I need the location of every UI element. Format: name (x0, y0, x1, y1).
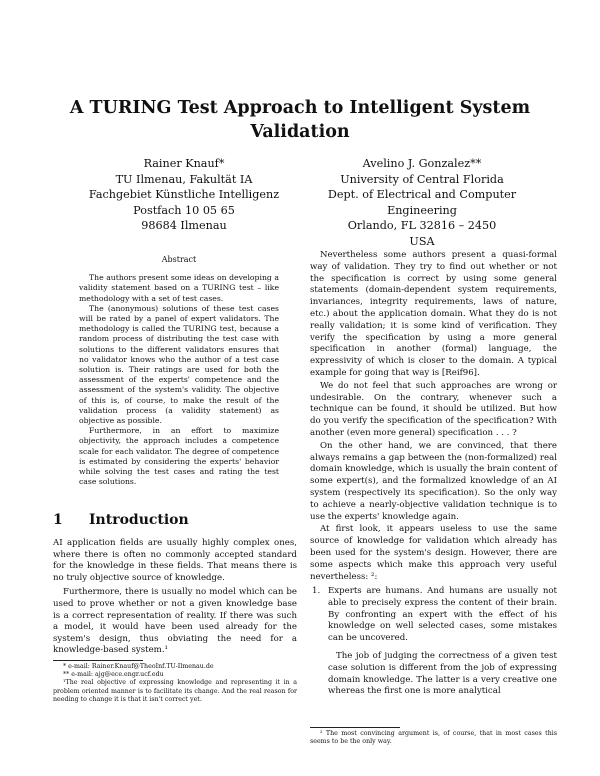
list-item-continuation: The job of judging the correctness of a given test case solution is different from the job of expressing domain knowledge. The latter is a very creative one whereas the first one is more analytical (328, 650, 557, 697)
author-country: USA (409, 234, 435, 248)
abstract-heading: Abstract (161, 255, 197, 264)
enumerated-list (310, 586, 557, 698)
author-address: Orlando, FL 32816 – 2450 (347, 219, 497, 233)
author-city: 98684 Ilmenau (141, 219, 227, 233)
body-paragraph: On the other hand, we are convinced, that there always remains a gap between the (non-formalized) real domain knowledge, which is usually the brain content of some expert(s), and the formalized knowledge of an AI system (respectively its specification). So the only way to achieve a nearly-objective validation technique is to use the experts' knowledge again. (310, 440, 557, 522)
footnotes-right (310, 730, 557, 746)
body-paragraph: Furthermore, there is usually no model which can be used to prove whether or not a given knowledge base is a correct representation of reality. If there was such a model, it would have been used already for the system's design, thus obviating the need for a knowledge-based system.¹ (53, 587, 297, 656)
list-item (310, 586, 557, 645)
abstract-paragraph: Furthermore, in an effort to maximize objectivity, the approach includes a competence scale for each validator. The degree of competence is estimated by considering the experts' behavior while solving the test cases and rating the test case solutions. (79, 426, 279, 487)
footnote: ** e-mail: ajg@ece.engr.ucf.edu (63, 671, 164, 679)
author-department: Dept. of Electrical and Computer Engineering (327, 188, 517, 217)
footnote: ² The most convincing argument is, of course, that in most cases this seems to be the only way. (310, 730, 557, 746)
section-heading-introduction (53, 512, 189, 528)
abstract-paragraph: The authors present some ideas on developing a validity statement based on a TURING test – like methodology with a set of test cases. (79, 273, 279, 303)
list-marker: 1. (312, 586, 321, 596)
author-address: Postfach 10 05 65 (133, 203, 235, 217)
body-paragraph: AI application fields are usually highly complex ones, where there is often no commonly accepted standard for the knowledge in these fields. That means there is no truly objective source of knowledge. (53, 538, 297, 583)
footnote: ¹The real objective of expressing knowledge and representing it in a problem oriented manner is to facilitate its change. And the real reason for needing to change it is that it isn't correct yet. (53, 679, 297, 703)
footnote: * e-mail: Rainer.Knauf@TheoInf.TU-Ilmenau.de (63, 663, 214, 670)
body-paragraph: At first look, it appears useless to use the same source of knowledge for validation which already has been used for the system's design. However, there are some aspects which make this approach very useful nevertheless: ²: (310, 524, 557, 582)
author-name: Avelino J. Gonzalez** (362, 157, 482, 170)
footnotes-left (53, 663, 297, 704)
body-paragraph: Nevertheless some authors present a quasi-formal way of validation. They try to find out whether or not the specification is correct by using some general statements (domain-dependent system requirements, invariances, integrity requirements, laws of nature, etc.) about the application domain. What they do is not really validation; it is some kind of verification. They verify the specification by using a more general specification in another (formal) language, the expressivity of which is closer to the domain. A typical example for going that way is [Reif96]. (310, 250, 557, 378)
section-number: 1 (53, 512, 63, 528)
footnote-rule (53, 660, 143, 661)
right-column-body (310, 250, 557, 584)
abstract (79, 255, 279, 487)
author-affiliation: University of Central Florida (340, 172, 504, 186)
section-title: Introduction (89, 512, 189, 528)
author-block-knauf (74, 156, 294, 234)
body-paragraph: We do not feel that such approaches are wrong or undesirable. On the contrary, whenever such a technique can be found, it should be utilized. But how do you verify the specification of the specification? With another (even more general) specification . . . ? (310, 380, 557, 438)
author-affiliation: TU Ilmenau, Fakultät IA (115, 172, 253, 186)
author-block-gonzalez (292, 156, 552, 250)
paper-title: A TURING Test Approach to Intelligent System Validation (69, 98, 531, 142)
author-department: Fachgebiet Künstliche Intelligenz (88, 188, 280, 202)
author-name: Rainer Knauf* (143, 157, 225, 170)
abstract-paragraph: The (anonymous) solutions of these test cases will be rated by a panel of expert validators. The methodology is called the TURING test, because a random process of distributing the test case with solutions to the different validators ensures that no validator knows who the author of a test case solution is. Their ratings are used for both the assessment of the experts' competence and the assessment of the system's validity. The objective of this is, of course, to make the result of the validation process (a validity statement) as objective as possible. (79, 303, 279, 426)
footnote-rule (310, 727, 400, 728)
introduction-body (53, 538, 297, 660)
list-item-text: Experts are humans. And humans are usually not able to precisely express the content of their brain. By confronting an expert with the effect of his knowledge on well selected cases, some mistakes can be uncovered. (328, 586, 557, 644)
